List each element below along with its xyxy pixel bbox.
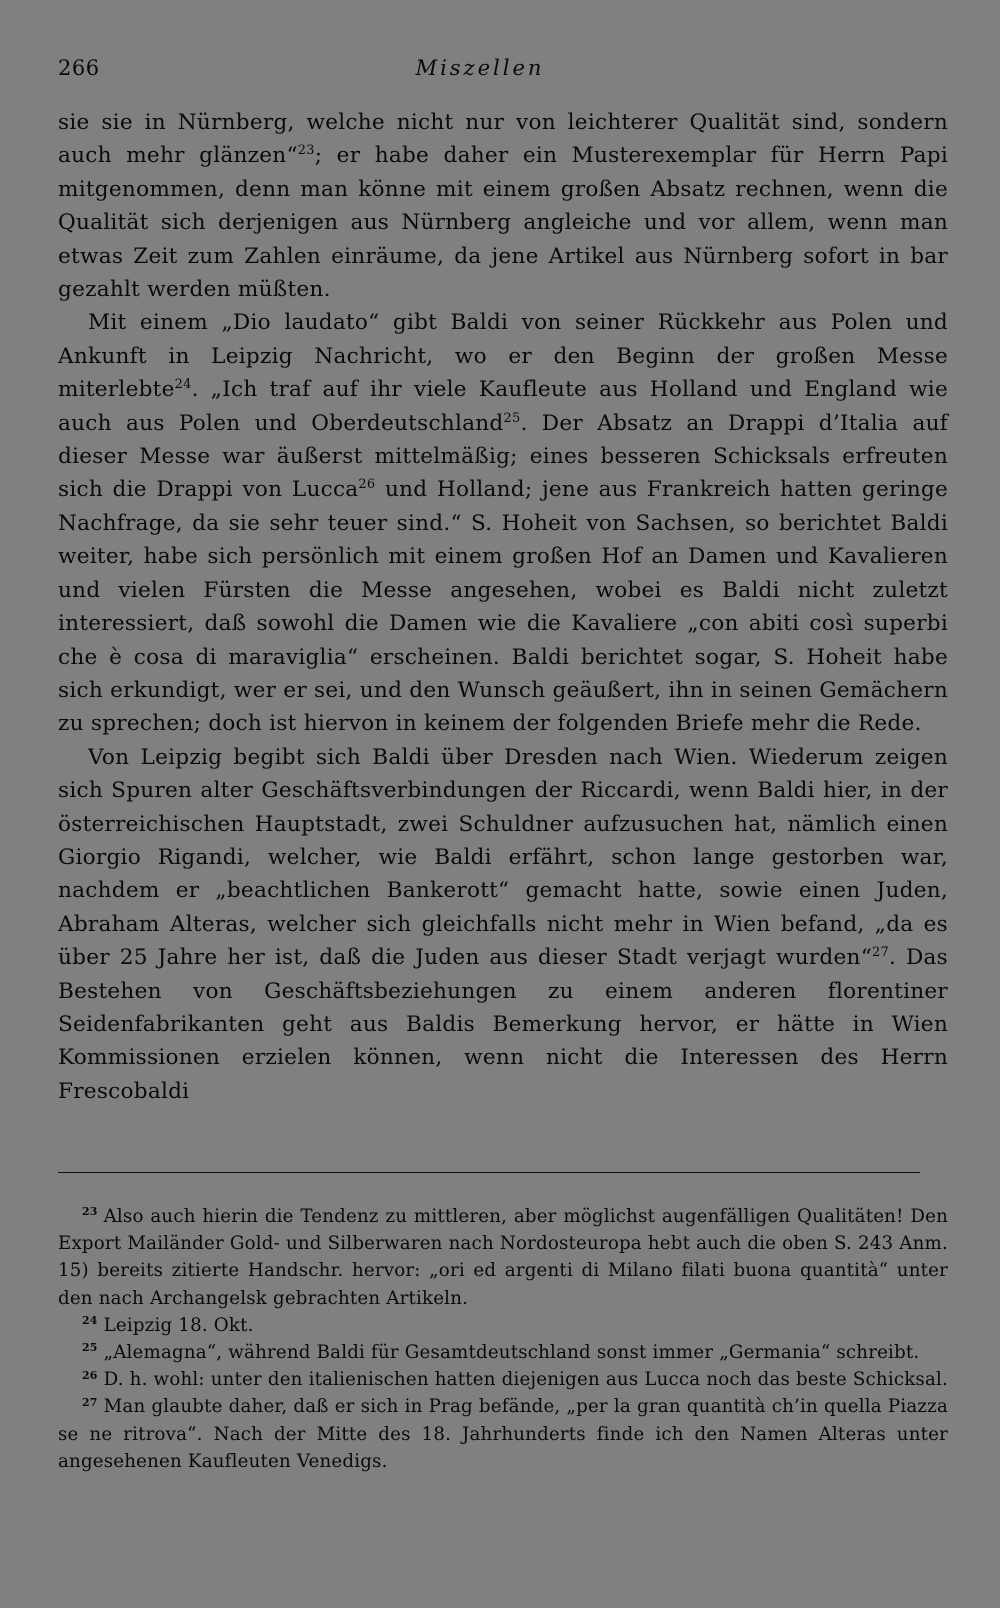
footnote-text: Also auch hierin die Tendenz zu mittleren, aber möglichst augenfälligen Qualitäten! Den Export Mailänder Gold- und Silberwaren nach Nordosteuropa hebt auch die oben S. 243 Anm. 15) bereits zitierte Handschr. hervor: „ori ed argenti di Milano filati buona quantità“ unter den nach Archangelsk gebrachten Artikeln. (58, 1206, 948, 1309)
footnote (58, 1393, 948, 1475)
footnote-reference: 26 (358, 477, 376, 493)
text-run: . Das Bestehen von Geschäftsbeziehungen zu einem anderen florentiner Seidenfabrikanten geht aus Baldis Bemerkung hervor, er hätte in Wien Kommissionen erzielen können, wenn nicht die Interessen des Herrn Frescobaldi (58, 945, 948, 1104)
footnote-reference: 23 (297, 143, 315, 159)
text-run: . Der Absatz an Drappi d’Italia auf dieser Messe war äußerst mittelmäßig; eines besseren Schicksals erfreuten sich die Drappi von Lucca (58, 410, 948, 503)
footnotes (58, 1203, 948, 1475)
page-header (58, 50, 948, 86)
text-run: ; er habe daher ein Musterexemplar für Herrn Papi mitgenommen, denn man könne mit einem großen Absatz rechnen, wenn die Qualität sich derjenigen aus Nürnberg angleiche und vor allem, wenn man etwas Zeit zum Zahlen einräume, da jene Artikel aus Nürnberg sofort in bar gezahlt werden müßten. (58, 143, 948, 303)
footnote-number: 25 (82, 1341, 98, 1355)
paragraph (58, 306, 948, 740)
footnote (58, 1366, 948, 1393)
footnote (58, 1339, 948, 1366)
footnote (58, 1312, 948, 1339)
footnote-text: Leipzig 18. Okt. (103, 1314, 254, 1336)
footnote-reference: 27 (871, 945, 889, 961)
footnote-text: D. h. wohl: unter den italienischen hatten diejenigen aus Lucca noch das beste Schicksal. (103, 1369, 949, 1391)
footnote-divider (58, 1172, 920, 1173)
footnote (58, 1203, 948, 1312)
text-run: . „Ich traf auf ihr viele Kaufleute aus Holland und England wie auch aus Polen und Oberdeutschland (58, 377, 948, 436)
footnote-reference: 24 (174, 377, 192, 393)
text-run: Mit einem „Dio laudato“ gibt Baldi von seiner Rückkehr aus Polen und Ankunft in Leipzig Nachricht, wo er den Beginn der großen Messe miterlebte (58, 310, 948, 403)
paragraph (58, 741, 948, 1108)
text-run: Von Leipzig begibt sich Baldi über Dresden nach Wien. Wiederum zeigen sich Spuren alter Geschäftsverbindungen der Riccardi, wenn Baldi hier, in der österreichischen Hauptstadt, zwei Schuldner aufzusuchen hat, nämlich einen Giorgio Rigandi, welcher, wie Baldi erfährt, schon lange gestorben war, nachdem er „beachtlichen Bankerott“ gemacht hatte, sowie einen Juden, Abraham Alteras, welcher sich gleichfalls nicht mehr in Wien befand, „da es über 25 Jahre her ist, daß die Juden aus dieser Stadt verjagt wurden“ (58, 744, 948, 971)
footnote-reference: 25 (503, 410, 521, 426)
text-run: und Holland; jene aus Frankreich hatten geringe Nachfrage, da sie sehr teuer sind.“ S. Hoheit von Sachsen, so berichtet Baldi weiter, habe sich persönlich mit einem großen Hof an Damen und Kavalieren und vielen Fürsten die Messe angesehen, wobei es Baldi nicht zuletzt interessiert, daß sowohl die Damen wie die Kavaliere „con abiti così superbi che è cosa di maraviglia“ erscheinen. Baldi berichtet sogar, S. Hoheit habe sich erkundigt, wer er sei, und den Wunsch geäußert, ihn in seinen Gemächern zu sprechen; doch ist hiervon in keinem der folgenden Briefe mehr die Rede. (58, 477, 949, 737)
footnote-number: 26 (82, 1368, 98, 1382)
footnote-number: 24 (82, 1314, 98, 1328)
footnote-text: Man glaubte daher, daß er sich in Prag befände, „per la gran quantità ch’in quella Piazza se ne ritrova“. Nach der Mitte des 18. Jahrhunderts finde ich den Namen Alteras unter angesehenen Kaufleuten Venedigs. (58, 1396, 948, 1472)
footnote-number: 23 (82, 1205, 98, 1219)
main-text (58, 106, 948, 1108)
footnote-text: „Alemagna“, während Baldi für Gesamtdeutschland sonst immer „Germania“ schreibt. (103, 1342, 920, 1364)
running-title: Miszellen (415, 56, 545, 80)
paragraph (58, 106, 948, 306)
book-page (58, 50, 949, 1472)
footnote-number: 27 (82, 1395, 98, 1409)
page-number: 266 (58, 56, 100, 80)
text-run: sie sie in Nürnberg, welche nicht nur von leichterer Qualität sind, sondern auch mehr glänzen“ (58, 110, 948, 169)
